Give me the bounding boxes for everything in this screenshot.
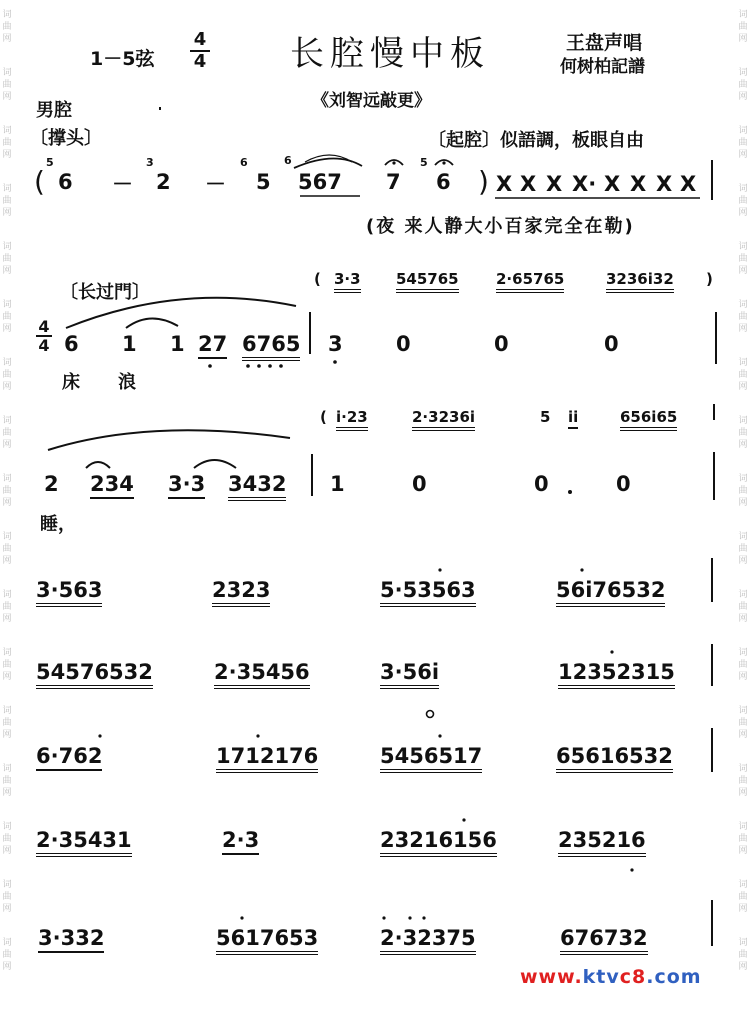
watermark-char: 词 — [2, 242, 12, 252]
watermark-char: 词 — [2, 358, 12, 368]
passage-cell: 3·563 — [36, 578, 102, 607]
watermark-char: 网 — [738, 614, 748, 624]
watermark-char: 词 — [2, 68, 12, 78]
watermark-char: 曲 — [738, 138, 748, 148]
note: ) — [478, 165, 489, 198]
passage-cell: 12352315 — [558, 660, 675, 689]
watermark-char: 网 — [738, 672, 748, 682]
watermark-char: 网 — [738, 382, 748, 392]
watermark-char: 曲 — [2, 776, 12, 786]
beat-x: X — [546, 172, 563, 196]
watermark-char: 网 — [2, 208, 12, 218]
watermark-char: 词 — [738, 590, 748, 600]
site-ktv: ktv — [582, 966, 620, 988]
watermark-char: 曲 — [2, 950, 12, 960]
watermark-char: 词 — [2, 706, 12, 716]
grace-note: 5 — [46, 156, 54, 169]
passage-cell: 23216156 — [380, 828, 497, 857]
watermark-char: 网 — [2, 382, 12, 392]
beat-x: X — [680, 172, 697, 196]
passage-cell: 6·762 — [36, 744, 102, 771]
passage-cell: 1712176 — [216, 744, 318, 773]
upper-phrase: 2·65765 — [496, 270, 564, 293]
watermark-char: 词 — [738, 300, 748, 310]
watermark-char: 词 — [2, 10, 12, 20]
passage-cell: 2·35431 — [36, 828, 132, 857]
watermark-char: 曲 — [738, 718, 748, 728]
watermark-char: 曲 — [738, 544, 748, 554]
watermark-char: 词 — [2, 416, 12, 426]
note-group: 6765 — [242, 332, 300, 361]
watermark-char: 曲 — [2, 312, 12, 322]
lyric: 浪 — [118, 372, 136, 393]
watermark-char: 曲 — [2, 22, 12, 32]
watermark-char: 词 — [2, 822, 12, 832]
watermark-char: 曲 — [2, 196, 12, 206]
bracket: ) — [706, 270, 713, 288]
upper-phrase: 2·3236i — [412, 408, 475, 431]
watermark-char: 词 — [738, 416, 748, 426]
watermark-char: 曲 — [2, 834, 12, 844]
watermark-char: 网 — [738, 34, 748, 44]
watermark-char: 网 — [2, 788, 12, 798]
watermark-char: 词 — [2, 764, 12, 774]
watermark-char: 网 — [738, 498, 748, 508]
watermark-char: 词 — [2, 532, 12, 542]
note: 1 — [330, 472, 345, 496]
watermark-char: 网 — [2, 440, 12, 450]
watermark-char: 网 — [738, 962, 748, 972]
watermark-char: 网 — [738, 208, 748, 218]
watermark-char: 网 — [738, 788, 748, 798]
watermark-char: 曲 — [2, 138, 12, 148]
watermark-char: 曲 — [738, 602, 748, 612]
rest: 0 — [534, 472, 549, 496]
note: － — [205, 172, 226, 196]
watermark-char: 曲 — [738, 892, 748, 902]
note: 6 — [58, 170, 73, 194]
rest: 0 — [604, 332, 619, 356]
note-group: 27 — [198, 332, 227, 359]
passage-cell: 2·32375 — [380, 926, 476, 955]
bracket: ( — [320, 408, 327, 426]
watermark-char: 曲 — [2, 544, 12, 554]
watermark-char: 词 — [2, 126, 12, 136]
site-watermark[interactable] — [520, 966, 702, 988]
watermark-char: 词 — [738, 880, 748, 890]
passage-cell: 676732 — [560, 926, 648, 955]
watermark-char: 曲 — [2, 602, 12, 612]
passage-cell: 2323 — [212, 578, 270, 607]
note: 6 — [64, 332, 79, 356]
watermark-char: 词 — [2, 648, 12, 658]
passage-cell: 5617653 — [216, 926, 318, 955]
rest: 0 — [396, 332, 411, 356]
watermark-char: 曲 — [2, 428, 12, 438]
watermark-char: 网 — [738, 266, 748, 276]
watermark-char: 曲 — [738, 660, 748, 670]
watermark-char: 词 — [2, 184, 12, 194]
watermark-char: 词 — [738, 68, 748, 78]
watermark-char: 词 — [738, 822, 748, 832]
watermark-char: 网 — [2, 150, 12, 160]
watermark-char: 网 — [738, 730, 748, 740]
line1-label-right: 〔起腔〕似語調，板眼自由 — [428, 130, 644, 151]
site-prefix: www. — [520, 966, 583, 988]
note: 5 — [256, 170, 271, 194]
watermark-char: 曲 — [738, 254, 748, 264]
rest: 0 — [494, 332, 509, 356]
watermark-char: 词 — [738, 358, 748, 368]
note-group: 3432 — [228, 472, 286, 501]
watermark-char: 曲 — [738, 370, 748, 380]
watermark-char: 曲 — [2, 80, 12, 90]
rest: 0 — [412, 472, 427, 496]
note: ( — [34, 165, 45, 198]
watermark-char: 曲 — [2, 254, 12, 264]
watermark-char: 网 — [2, 34, 12, 44]
watermark-char: 词 — [738, 764, 748, 774]
watermark-char: 网 — [738, 846, 748, 856]
time-numerator: 4 — [36, 318, 52, 337]
watermark-char: 曲 — [738, 950, 748, 960]
beat-x: X — [604, 172, 621, 196]
upper-phrase: ii — [568, 408, 578, 429]
beat-x: X — [630, 172, 647, 196]
watermark-char: 曲 — [738, 196, 748, 206]
watermark-char: 网 — [738, 324, 748, 334]
watermark-char: 词 — [738, 126, 748, 136]
beat-x: X — [656, 172, 673, 196]
passage-cell: 56i76532 — [556, 578, 665, 607]
note: 2 — [44, 472, 59, 496]
watermark-char: 曲 — [2, 718, 12, 728]
watermark-char: 曲 — [738, 22, 748, 32]
watermark-char: 词 — [2, 300, 12, 310]
beat-x: X — [520, 172, 537, 196]
watermark-char: 网 — [2, 730, 12, 740]
passage-cell: 3·56i — [380, 660, 439, 689]
watermark-char: 网 — [738, 150, 748, 160]
watermark-char: 词 — [738, 532, 748, 542]
passage-cell: 65616532 — [556, 744, 673, 773]
watermark-char: 词 — [738, 184, 748, 194]
watermark-char: 曲 — [2, 486, 12, 496]
line3-lyric: 睡， — [40, 514, 76, 535]
watermark-char: 曲 — [738, 312, 748, 322]
watermark-char: 曲 — [2, 660, 12, 670]
line2-label: 〔长过門〕 — [60, 282, 150, 303]
upper-phrase: i·23 — [336, 408, 368, 431]
watermark-char: 网 — [2, 266, 12, 276]
watermark-char: 网 — [2, 962, 12, 972]
part-label: 男腔 — [36, 100, 72, 121]
upper-phrase: 656i65 — [620, 408, 677, 431]
note-group: 234 — [90, 472, 134, 499]
watermark-char: 网 — [738, 556, 748, 566]
upper-phrase: 3·3 — [334, 270, 361, 293]
line1-lyrics: (夜 来人静大小百家完全在勒) — [366, 216, 635, 237]
watermark-char: 词 — [738, 648, 748, 658]
watermark-char: 网 — [2, 904, 12, 914]
watermark-char: 曲 — [738, 834, 748, 844]
note: 3 — [328, 332, 343, 356]
watermark-char: 词 — [2, 474, 12, 484]
note: 6 — [436, 170, 451, 194]
note-group: 567 — [298, 170, 342, 194]
watermark-char: 词 — [738, 938, 748, 948]
watermark-char: 曲 — [738, 80, 748, 90]
upper-phrase: 3236i32 — [606, 270, 674, 293]
watermark-char: 曲 — [738, 428, 748, 438]
watermark-char: 网 — [738, 92, 748, 102]
note: 1 — [170, 332, 185, 356]
grace-note: 3 — [146, 156, 154, 169]
watermark-char: 词 — [2, 880, 12, 890]
upper-phrase: 545765 — [396, 270, 459, 293]
site-suffix: .com — [646, 966, 702, 988]
passage-cell: 5456517 — [380, 744, 482, 773]
line1-label-left: 〔撑头〕 — [30, 128, 102, 149]
passage-cell: 5·53563 — [380, 578, 476, 607]
watermark-char: 网 — [738, 904, 748, 914]
singer-credit: 王盘声唱 — [566, 32, 643, 54]
grace-note: 6 — [284, 154, 292, 167]
passage-cell: 2·35456 — [214, 660, 310, 689]
passage-cell: 54576532 — [36, 660, 153, 689]
rest: 0 — [616, 472, 631, 496]
passage-cell: 2·3 — [222, 828, 259, 855]
time-denominator: 4 — [193, 51, 207, 72]
watermark-char: 曲 — [738, 776, 748, 786]
watermark-char: 网 — [738, 440, 748, 450]
grace-note: 5 — [420, 156, 428, 169]
watermark-char: 网 — [2, 614, 12, 624]
tuning-label: 1－5弦 — [90, 48, 155, 70]
note: 7 — [386, 170, 401, 194]
note-group: 3·3 — [168, 472, 205, 499]
watermark-char: 词 — [2, 590, 12, 600]
page-title: 长腔慢中板 — [290, 34, 490, 74]
watermark-char: 词 — [738, 474, 748, 484]
watermark-char: 网 — [2, 498, 12, 508]
watermark-char: 网 — [2, 672, 12, 682]
upper-phrase: 5 — [540, 408, 551, 426]
note: － — [112, 172, 133, 196]
bracket: ( — [314, 270, 321, 288]
lyric: 床 — [62, 372, 80, 393]
passage-cell: 235216 — [558, 828, 646, 857]
note: 1 — [122, 332, 137, 356]
watermark-char: 网 — [2, 846, 12, 856]
transcriber-credit: 何树柏記譜 — [560, 57, 645, 77]
time-denominator: 4 — [38, 336, 50, 355]
watermark-char: 曲 — [2, 892, 12, 902]
watermark-char: 词 — [2, 938, 12, 948]
beat-x: X· — [572, 172, 597, 196]
grace-note: 6 — [240, 156, 248, 169]
subtitle: 《刘智远敲更》 — [312, 91, 431, 111]
watermark-char: 网 — [2, 556, 12, 566]
site-c8: c8 — [619, 966, 647, 988]
watermark-char: 曲 — [2, 370, 12, 380]
passage-cell: 3·332 — [38, 926, 104, 953]
time-numerator: 4 — [190, 30, 210, 52]
watermark-char: 词 — [738, 10, 748, 20]
note: 2 — [156, 170, 171, 194]
watermark-char: 词 — [738, 706, 748, 716]
watermark-char: 曲 — [738, 486, 748, 496]
watermark-char: 词 — [738, 242, 748, 252]
watermark-char: 网 — [2, 324, 12, 334]
beat-x: X — [496, 172, 513, 196]
watermark-char: 网 — [2, 92, 12, 102]
